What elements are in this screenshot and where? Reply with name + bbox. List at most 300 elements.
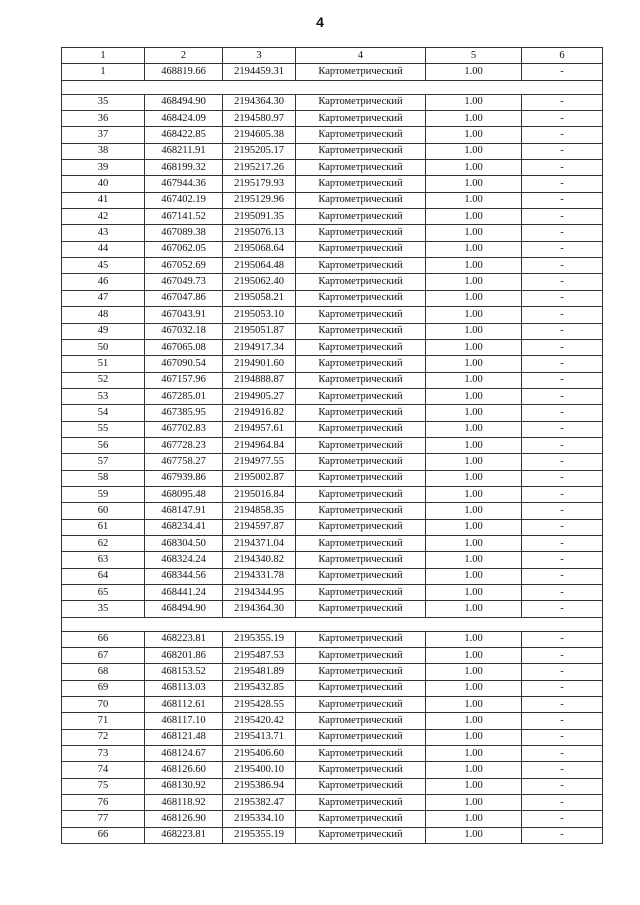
point-number-cell: 77: [62, 811, 145, 827]
accuracy-cell: 1.00: [426, 356, 522, 372]
point-number-cell: 64: [62, 568, 145, 584]
accuracy-cell: 1.00: [426, 486, 522, 502]
table-row: [62, 535, 603, 551]
x-coordinate-cell: 467049.73: [145, 274, 223, 290]
x-coordinate-cell: 468422.85: [145, 127, 223, 143]
table-row: [62, 648, 603, 664]
x-coordinate-cell: 467062.05: [145, 241, 223, 257]
accuracy-cell: 1.00: [426, 697, 522, 713]
header-row: [62, 48, 603, 64]
x-coordinate-cell: 468223.81: [145, 827, 223, 843]
accuracy-cell: 1.00: [426, 274, 522, 290]
x-coordinate-cell: 468126.90: [145, 811, 223, 827]
description-cell: -: [522, 827, 603, 843]
description-cell: -: [522, 503, 603, 519]
x-coordinate-cell: 467285.01: [145, 388, 223, 404]
point-number-cell: 72: [62, 729, 145, 745]
accuracy-cell: 1.00: [426, 648, 522, 664]
table-row: [62, 454, 603, 470]
table-row: [62, 356, 603, 372]
accuracy-cell: 1.00: [426, 762, 522, 778]
accuracy-cell: 1.00: [426, 535, 522, 551]
point-number-cell: 44: [62, 241, 145, 257]
point-number-cell: 59: [62, 486, 145, 502]
description-cell: -: [522, 568, 603, 584]
description-cell: -: [522, 241, 603, 257]
point-number-cell: 62: [62, 535, 145, 551]
method-cell: Картометрический: [296, 290, 426, 306]
table-row: [62, 94, 603, 110]
x-coordinate-cell: 468113.03: [145, 680, 223, 696]
y-coordinate-cell: 2195355.19: [223, 827, 296, 843]
description-cell: -: [522, 535, 603, 551]
x-coordinate-cell: 468121.48: [145, 729, 223, 745]
description-cell: -: [522, 339, 603, 355]
y-coordinate-cell: 2195051.87: [223, 323, 296, 339]
y-coordinate-cell: 2194344.95: [223, 585, 296, 601]
x-coordinate-cell: 468304.50: [145, 535, 223, 551]
description-cell: -: [522, 778, 603, 794]
point-number-cell: 56: [62, 437, 145, 453]
y-coordinate-cell: 2195068.64: [223, 241, 296, 257]
point-number-cell: 35: [62, 94, 145, 110]
x-coordinate-cell: 468147.91: [145, 503, 223, 519]
x-coordinate-cell: 467090.54: [145, 356, 223, 372]
point-number-cell: 67: [62, 648, 145, 664]
point-number-cell: 74: [62, 762, 145, 778]
description-cell: -: [522, 388, 603, 404]
point-number-cell: 50: [62, 339, 145, 355]
x-coordinate-cell: 467047.86: [145, 290, 223, 306]
x-coordinate-cell: 468441.24: [145, 585, 223, 601]
point-number-cell: 37: [62, 127, 145, 143]
table-row: [62, 421, 603, 437]
table-row: [62, 746, 603, 762]
description-cell: -: [522, 209, 603, 225]
x-coordinate-cell: 468126.60: [145, 762, 223, 778]
table-row: [62, 811, 603, 827]
table-row: [62, 680, 603, 696]
y-coordinate-cell: 2194917.34: [223, 339, 296, 355]
point-number-cell: 65: [62, 585, 145, 601]
accuracy-cell: 1.00: [426, 94, 522, 110]
table-row: [62, 274, 603, 290]
method-cell: Картометрический: [296, 176, 426, 192]
column-header: 5: [426, 48, 522, 64]
description-cell: -: [522, 225, 603, 241]
method-cell: Картометрический: [296, 192, 426, 208]
y-coordinate-cell: 2194605.38: [223, 127, 296, 143]
accuracy-cell: 1.00: [426, 601, 522, 617]
x-coordinate-cell: 468424.09: [145, 111, 223, 127]
method-cell: Картометрический: [296, 827, 426, 843]
description-cell: -: [522, 160, 603, 176]
point-number-cell: 39: [62, 160, 145, 176]
point-number-cell: 76: [62, 795, 145, 811]
accuracy-cell: 1.00: [426, 176, 522, 192]
y-coordinate-cell: 2194597.87: [223, 519, 296, 535]
y-coordinate-cell: 2194364.30: [223, 601, 296, 617]
y-coordinate-cell: 2194977.55: [223, 454, 296, 470]
description-cell: -: [522, 405, 603, 421]
accuracy-cell: 1.00: [426, 64, 522, 80]
y-coordinate-cell: 2195481.89: [223, 664, 296, 680]
description-cell: -: [522, 680, 603, 696]
description-cell: -: [522, 648, 603, 664]
table-row: [62, 225, 603, 241]
table-row: [62, 372, 603, 388]
table-row: [62, 503, 603, 519]
table-row: [62, 307, 603, 323]
y-coordinate-cell: 2195179.93: [223, 176, 296, 192]
y-coordinate-cell: 2195064.48: [223, 258, 296, 274]
description-cell: -: [522, 437, 603, 453]
y-coordinate-cell: 2195428.55: [223, 697, 296, 713]
y-coordinate-cell: 2195062.40: [223, 274, 296, 290]
table-row: [62, 160, 603, 176]
accuracy-cell: 1.00: [426, 470, 522, 486]
table-row: [62, 143, 603, 159]
coordinates-table: [61, 47, 603, 844]
accuracy-cell: 1.00: [426, 258, 522, 274]
y-coordinate-cell: 2194459.31: [223, 64, 296, 80]
method-cell: Картометрический: [296, 778, 426, 794]
description-cell: -: [522, 762, 603, 778]
table-row: [62, 601, 603, 617]
description-cell: -: [522, 631, 603, 647]
x-coordinate-cell: 468124.67: [145, 746, 223, 762]
method-cell: Картометрический: [296, 356, 426, 372]
x-coordinate-cell: 467065.08: [145, 339, 223, 355]
description-cell: -: [522, 307, 603, 323]
description-cell: -: [522, 519, 603, 535]
description-cell: -: [522, 127, 603, 143]
method-cell: Картометрический: [296, 762, 426, 778]
description-cell: -: [522, 64, 603, 80]
table-row: [62, 209, 603, 225]
table-row: [62, 585, 603, 601]
table-row: [62, 762, 603, 778]
accuracy-cell: 1.00: [426, 827, 522, 843]
accuracy-cell: 1.00: [426, 437, 522, 453]
y-coordinate-cell: 2195413.71: [223, 729, 296, 745]
y-coordinate-cell: 2194580.97: [223, 111, 296, 127]
accuracy-cell: 1.00: [426, 552, 522, 568]
method-cell: Картометрический: [296, 307, 426, 323]
point-number-cell: 46: [62, 274, 145, 290]
x-coordinate-cell: 467702.83: [145, 421, 223, 437]
table-row: [62, 290, 603, 306]
accuracy-cell: 1.00: [426, 192, 522, 208]
column-header: 6: [522, 48, 603, 64]
point-number-cell: 43: [62, 225, 145, 241]
y-coordinate-cell: 2194916.82: [223, 405, 296, 421]
x-coordinate-cell: 467728.23: [145, 437, 223, 453]
method-cell: Картометрический: [296, 64, 426, 80]
description-cell: -: [522, 454, 603, 470]
description-cell: -: [522, 601, 603, 617]
table-row: [62, 664, 603, 680]
y-coordinate-cell: 2195355.19: [223, 631, 296, 647]
x-coordinate-cell: 467758.27: [145, 454, 223, 470]
method-cell: Картометрический: [296, 713, 426, 729]
y-coordinate-cell: 2195487.53: [223, 648, 296, 664]
description-cell: -: [522, 795, 603, 811]
accuracy-cell: 1.00: [426, 664, 522, 680]
table-row: [62, 388, 603, 404]
x-coordinate-cell: 468494.90: [145, 94, 223, 110]
table-row: [62, 713, 603, 729]
method-cell: Картометрический: [296, 258, 426, 274]
point-number-cell: 36: [62, 111, 145, 127]
description-cell: -: [522, 552, 603, 568]
point-number-cell: 66: [62, 631, 145, 647]
y-coordinate-cell: 2194957.61: [223, 421, 296, 437]
column-header: 1: [62, 48, 145, 64]
point-number-cell: 47: [62, 290, 145, 306]
table-row: [62, 519, 603, 535]
accuracy-cell: 1.00: [426, 290, 522, 306]
y-coordinate-cell: 2195091.35: [223, 209, 296, 225]
method-cell: Картометрический: [296, 405, 426, 421]
description-cell: -: [522, 713, 603, 729]
description-cell: -: [522, 356, 603, 372]
separator-row: [62, 80, 603, 94]
point-number-cell: 51: [62, 356, 145, 372]
description-cell: -: [522, 811, 603, 827]
point-number-cell: 54: [62, 405, 145, 421]
accuracy-cell: 1.00: [426, 519, 522, 535]
x-coordinate-cell: 468130.92: [145, 778, 223, 794]
method-cell: Картометрический: [296, 323, 426, 339]
method-cell: Картометрический: [296, 437, 426, 453]
description-cell: -: [522, 486, 603, 502]
y-coordinate-cell: 2195400.10: [223, 762, 296, 778]
description-cell: -: [522, 585, 603, 601]
accuracy-cell: 1.00: [426, 454, 522, 470]
table-body: [62, 64, 603, 844]
y-coordinate-cell: 2195058.21: [223, 290, 296, 306]
method-cell: Картометрический: [296, 454, 426, 470]
point-number-cell: 75: [62, 778, 145, 794]
x-coordinate-cell: 468199.32: [145, 160, 223, 176]
method-cell: Картометрический: [296, 470, 426, 486]
table-row: [62, 631, 603, 647]
table-row: [62, 552, 603, 568]
x-coordinate-cell: 468201.86: [145, 648, 223, 664]
method-cell: Картометрический: [296, 631, 426, 647]
description-cell: -: [522, 664, 603, 680]
description-cell: -: [522, 290, 603, 306]
description-cell: -: [522, 729, 603, 745]
point-number-cell: 71: [62, 713, 145, 729]
table-row: [62, 111, 603, 127]
description-cell: -: [522, 470, 603, 486]
y-coordinate-cell: 2194901.60: [223, 356, 296, 372]
point-number-cell: 57: [62, 454, 145, 470]
method-cell: Картометрический: [296, 111, 426, 127]
x-coordinate-cell: 467385.95: [145, 405, 223, 421]
table-row: [62, 729, 603, 745]
accuracy-cell: 1.00: [426, 405, 522, 421]
method-cell: Картометрический: [296, 94, 426, 110]
method-cell: Картометрический: [296, 160, 426, 176]
y-coordinate-cell: 2194905.27: [223, 388, 296, 404]
method-cell: Картометрический: [296, 601, 426, 617]
method-cell: Картометрический: [296, 811, 426, 827]
point-number-cell: 41: [62, 192, 145, 208]
x-coordinate-cell: 468118.92: [145, 795, 223, 811]
y-coordinate-cell: 2195129.96: [223, 192, 296, 208]
table-row: [62, 405, 603, 421]
y-coordinate-cell: 2195076.13: [223, 225, 296, 241]
method-cell: Картометрический: [296, 795, 426, 811]
x-coordinate-cell: 467939.86: [145, 470, 223, 486]
table-row: [62, 192, 603, 208]
method-cell: Картометрический: [296, 372, 426, 388]
point-number-cell: 68: [62, 664, 145, 680]
method-cell: Картометрический: [296, 552, 426, 568]
accuracy-cell: 1.00: [426, 307, 522, 323]
method-cell: Картометрический: [296, 421, 426, 437]
y-coordinate-cell: 2194858.35: [223, 503, 296, 519]
method-cell: Картометрический: [296, 519, 426, 535]
table-row: [62, 470, 603, 486]
point-number-cell: 40: [62, 176, 145, 192]
accuracy-cell: 1.00: [426, 421, 522, 437]
table-row: [62, 437, 603, 453]
x-coordinate-cell: 467944.36: [145, 176, 223, 192]
point-number-cell: 53: [62, 388, 145, 404]
x-coordinate-cell: 467089.38: [145, 225, 223, 241]
accuracy-cell: 1.00: [426, 713, 522, 729]
description-cell: -: [522, 274, 603, 290]
table-row: [62, 778, 603, 794]
description-cell: -: [522, 176, 603, 192]
point-number-cell: 61: [62, 519, 145, 535]
method-cell: Картометрический: [296, 225, 426, 241]
accuracy-cell: 1.00: [426, 143, 522, 159]
separator-cell: [62, 617, 603, 631]
x-coordinate-cell: 468211.91: [145, 143, 223, 159]
table-row: [62, 827, 603, 843]
accuracy-cell: 1.00: [426, 225, 522, 241]
y-coordinate-cell: 2194364.30: [223, 94, 296, 110]
accuracy-cell: 1.00: [426, 795, 522, 811]
page-number: 4: [316, 14, 324, 30]
accuracy-cell: 1.00: [426, 388, 522, 404]
x-coordinate-cell: 468117.10: [145, 713, 223, 729]
y-coordinate-cell: 2194340.82: [223, 552, 296, 568]
description-cell: -: [522, 192, 603, 208]
y-coordinate-cell: 2195016.84: [223, 486, 296, 502]
method-cell: Картометрический: [296, 209, 426, 225]
accuracy-cell: 1.00: [426, 585, 522, 601]
table-row: [62, 258, 603, 274]
point-number-cell: 69: [62, 680, 145, 696]
x-coordinate-cell: 468223.81: [145, 631, 223, 647]
description-cell: -: [522, 258, 603, 274]
point-number-cell: 63: [62, 552, 145, 568]
y-coordinate-cell: 2195053.10: [223, 307, 296, 323]
accuracy-cell: 1.00: [426, 372, 522, 388]
accuracy-cell: 1.00: [426, 339, 522, 355]
table-row: [62, 64, 603, 80]
accuracy-cell: 1.00: [426, 209, 522, 225]
point-number-cell: 45: [62, 258, 145, 274]
x-coordinate-cell: 468153.52: [145, 664, 223, 680]
method-cell: Картометрический: [296, 143, 426, 159]
y-coordinate-cell: 2194331.78: [223, 568, 296, 584]
x-coordinate-cell: 467052.69: [145, 258, 223, 274]
method-cell: Картометрический: [296, 503, 426, 519]
table-row: [62, 176, 603, 192]
point-number-cell: 55: [62, 421, 145, 437]
point-number-cell: 70: [62, 697, 145, 713]
method-cell: Картометрический: [296, 241, 426, 257]
method-cell: Картометрический: [296, 585, 426, 601]
method-cell: Картометрический: [296, 388, 426, 404]
accuracy-cell: 1.00: [426, 503, 522, 519]
description-cell: -: [522, 111, 603, 127]
accuracy-cell: 1.00: [426, 778, 522, 794]
x-coordinate-cell: 467402.19: [145, 192, 223, 208]
y-coordinate-cell: 2195217.26: [223, 160, 296, 176]
point-number-cell: 73: [62, 746, 145, 762]
table-row: [62, 323, 603, 339]
method-cell: Картометрический: [296, 648, 426, 664]
x-coordinate-cell: 467141.52: [145, 209, 223, 225]
x-coordinate-cell: 467032.18: [145, 323, 223, 339]
table-row: [62, 486, 603, 502]
accuracy-cell: 1.00: [426, 568, 522, 584]
table-row: [62, 795, 603, 811]
y-coordinate-cell: 2195386.94: [223, 778, 296, 794]
method-cell: Картометрический: [296, 486, 426, 502]
accuracy-cell: 1.00: [426, 746, 522, 762]
x-coordinate-cell: 467043.91: [145, 307, 223, 323]
y-coordinate-cell: 2195382.47: [223, 795, 296, 811]
y-coordinate-cell: 2194888.87: [223, 372, 296, 388]
method-cell: Картометрический: [296, 568, 426, 584]
method-cell: Картометрический: [296, 664, 426, 680]
point-number-cell: 66: [62, 827, 145, 843]
method-cell: Картометрический: [296, 680, 426, 696]
accuracy-cell: 1.00: [426, 631, 522, 647]
point-number-cell: 1: [62, 64, 145, 80]
point-number-cell: 60: [62, 503, 145, 519]
y-coordinate-cell: 2195406.60: [223, 746, 296, 762]
method-cell: Картометрический: [296, 535, 426, 551]
x-coordinate-cell: 468344.56: [145, 568, 223, 584]
point-number-cell: 52: [62, 372, 145, 388]
accuracy-cell: 1.00: [426, 323, 522, 339]
y-coordinate-cell: 2195432.85: [223, 680, 296, 696]
x-coordinate-cell: 468095.48: [145, 486, 223, 502]
point-number-cell: 35: [62, 601, 145, 617]
description-cell: -: [522, 697, 603, 713]
point-number-cell: 42: [62, 209, 145, 225]
description-cell: -: [522, 746, 603, 762]
accuracy-cell: 1.00: [426, 127, 522, 143]
y-coordinate-cell: 2195420.42: [223, 713, 296, 729]
description-cell: -: [522, 421, 603, 437]
method-cell: Картометрический: [296, 746, 426, 762]
point-number-cell: 38: [62, 143, 145, 159]
x-coordinate-cell: 468112.61: [145, 697, 223, 713]
accuracy-cell: 1.00: [426, 729, 522, 745]
table-row: [62, 339, 603, 355]
